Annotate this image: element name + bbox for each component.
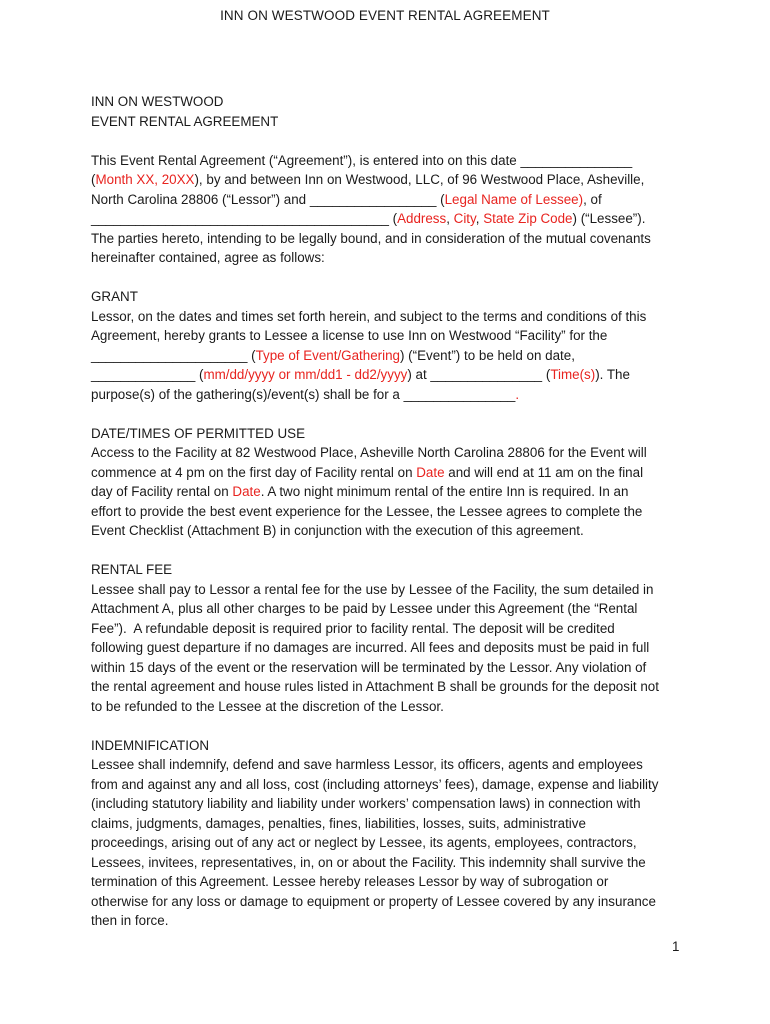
doc-title-line-1: INN ON WESTWOOD <box>91 94 224 109</box>
text-span: _____________________ ( <box>91 347 256 363</box>
section-heading: DATE/TIMES OF PERMITTED USE <box>91 425 306 441</box>
text-span: ________________________________________ ( <box>91 211 398 226</box>
text-span: ( <box>91 172 96 187</box>
indemnification-line: termination of this Agreement. Lessee hereby releases Lessor by way of subrogation or <box>91 874 609 889</box>
section-heading: RENTAL FEE <box>91 562 173 577</box>
rental-fee-line: the rental agreement and house rules listed in Attachment B shall be grounds for the deposit not <box>91 679 659 694</box>
page-header: INN ON WESTWOOD EVENT RENTAL AGREEMENT <box>220 8 550 23</box>
indemnification-line: Lessees, invitees, representatives, in, on or about the Facility. This indemnity shall survive the <box>91 854 646 870</box>
text-span: ______________ ( <box>91 367 204 382</box>
text-span: commence at 4 pm on the first day of Facility rental on <box>91 464 417 480</box>
indemnification-section <box>91 736 691 931</box>
text-span: ), by and between Inn on Westwood, LLC, of 96 Westwood Place, Asheville, <box>194 172 645 187</box>
intro-paragraph <box>91 151 691 268</box>
rental-fee-line: Lessee shall pay to Lessor a rental fee for the use by Lessee of the Facility, the sum detailed in <box>91 581 654 597</box>
doc-title-line-2: EVENT RENTAL AGREEMENT <box>91 113 279 129</box>
text-span: . A two night minimum rental of the entire Inn is required. In an <box>260 484 629 499</box>
rental-fee-line: to be refunded to the Lessee at the discretion of the Lessor. <box>91 698 444 714</box>
intro-line <box>91 190 691 210</box>
intro-line <box>91 170 691 190</box>
placeholder-city: City <box>453 211 476 226</box>
placeholder-state-zip: State Zip Code <box>483 211 573 226</box>
text-span: ) (“Event”) to be held on date, <box>400 347 575 363</box>
placeholder-times: Time(s) <box>550 367 596 382</box>
rental-fee-section <box>91 560 691 716</box>
indemnification-line: proceedings, arising out of any act or neglect by Lessee, its agents, employees, contractors, <box>91 835 637 850</box>
page-number: 1 <box>672 939 680 954</box>
text-span: purpose(s) of the gathering(s)/event(s) shall be for a _______________ <box>91 386 516 402</box>
text-span: day of Facility rental on <box>91 484 233 499</box>
placeholder-end-date: Date <box>232 484 261 499</box>
placeholder-event-dates: mm/dd/yyyy or mm/dd1 - dd2/yyyy <box>203 367 408 382</box>
placeholder-period: . <box>515 386 520 402</box>
placeholder-event-type: Type of Event/Gathering <box>255 347 400 363</box>
placeholder-address: Address <box>397 211 447 226</box>
text-span: North Carolina 28806 (“Lessor”) and _________________ ( <box>91 191 445 207</box>
indemnification-line: (including statutory liability and liability under workers’ compensation laws) in connection with <box>91 796 641 811</box>
text-span: ) (“Lessee”). <box>572 211 646 226</box>
grant-line <box>91 365 691 385</box>
section-heading: GRANT <box>91 289 138 304</box>
grant-line: Agreement, hereby grants to Lessee a license to use Inn on Westwood “Facility” for the <box>91 328 608 343</box>
text-span: , of <box>583 191 602 207</box>
rental-fee-line: following guest departure if no damages are incurred. All fees and deposits must be paid in full <box>91 640 650 655</box>
date-times-section <box>91 424 691 541</box>
text-span: , <box>446 211 454 226</box>
intro-line: The parties hereto, intending to be legally bound, and in consideration of the mutual covenants <box>91 230 651 246</box>
grant-section <box>91 287 691 404</box>
indemnification-line: otherwise for any loss or damage to equipment or property of Lessee covered by any insurance <box>91 893 656 909</box>
rental-fee-line: Attachment A, plus all other charges to be paid by Lessee under this Agreement (the “Rental <box>91 601 638 616</box>
indemnification-line: claims, judgments, damages, penalties, fines, liabilities, losses, suits, administrative <box>91 815 586 831</box>
indemnification-line: Lessee shall indemnify, defend and save harmless Lessor, its officers, agents and employees <box>91 757 643 772</box>
datetimes-line <box>91 482 691 502</box>
intro-line <box>91 209 691 229</box>
placeholder-date: Month XX, 20XX <box>95 172 195 187</box>
text-span: ). The <box>595 367 630 382</box>
placeholder-lessee-name: Legal Name of Lessee) <box>444 191 584 207</box>
grant-line <box>91 385 691 405</box>
indemnification-line: from and against any and all loss, cost (including attorneys’ fees), damage, expense and liability <box>91 776 659 792</box>
datetimes-line: Access to the Facility at 82 Westwood Place, Asheville North Carolina 28806 for the Event will <box>91 445 647 460</box>
section-heading: INDEMNIFICATION <box>91 737 210 753</box>
text-span: , <box>475 211 484 226</box>
text-span: ) at _______________ ( <box>407 367 551 382</box>
grant-line <box>91 346 691 366</box>
intro-line: This Event Rental Agreement (“Agreement”), is entered into on this date _______________ <box>91 152 633 168</box>
document-body <box>91 92 691 931</box>
datetimes-line: effort to provide the best event experience for the Lessee, the Lessee agrees to complete the <box>91 503 643 519</box>
indemnification-line: then in force. <box>91 913 169 928</box>
intro-line: hereinafter contained, agree as follows: <box>91 250 325 265</box>
rental-fee-line: within 15 days of the event or the reservation will be terminated by the Lessor. Any violation of <box>91 659 647 675</box>
datetimes-line: Event Checklist (Attachment B) in conjunction with the execution of this agreement. <box>91 523 584 538</box>
datetimes-line <box>91 463 691 483</box>
text-span: and will end at 11 am on the final <box>444 464 644 480</box>
placeholder-start-date: Date <box>416 464 445 480</box>
rental-fee-line: Fee”). A refundable deposit is required prior to facility rental. The deposit will be credited <box>91 620 615 636</box>
grant-line: Lessor, on the dates and times set forth herein, and subject to the terms and conditions of this <box>91 308 647 324</box>
